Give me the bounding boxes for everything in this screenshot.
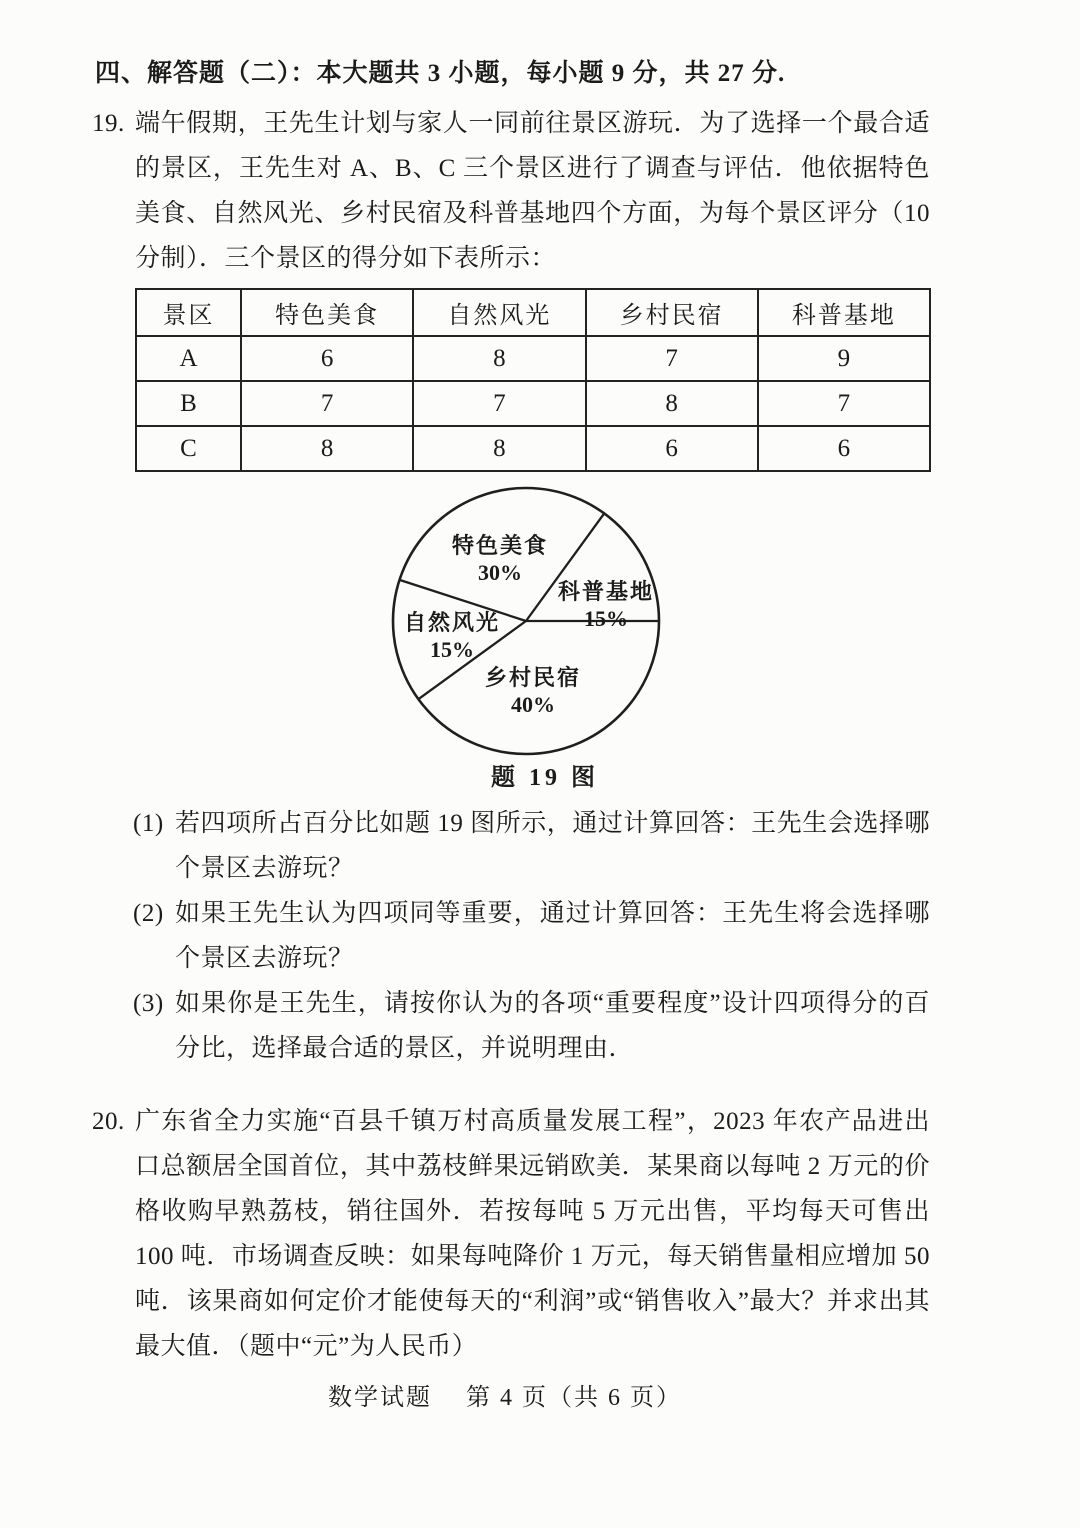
footer-exam-title: 数学试题 [328,1385,432,1411]
problem-19-subquestions [0,801,1080,1071]
table-cell: 6 [241,336,413,381]
table-cell: 8 [241,426,413,471]
problem-19-statement: 端午假期，王先生计划与家人一同前往景区游玩．为了选择一个最合适的景区，王先生对 A、B、C 三个景区进行了调查与评估．他依据特色美食、自然风光、乡村民宿及科普基地四个方面，为每个景区评分（10 分制）．三个景区的得分如下表所示： [135,110,930,272]
subquestion-1-number: (1) [133,810,164,837]
page-footer [0,1383,1045,1413]
table-row-B [136,381,930,426]
subquestion-3-number: (3) [133,990,164,1017]
row-label: C [136,426,241,471]
table-cell: 7 [241,381,413,426]
score-table-header-row [136,289,930,336]
table-cell: 7 [413,381,585,426]
pie-chart-figure [376,482,676,793]
subquestion-1-text: 若四项所占百分比如题 19 图所示，通过计算回答：王先生会选择哪个景区去游玩？ [175,810,930,882]
subquestion-3 [133,981,930,1071]
table-cell: 6 [586,426,758,471]
subquestion-2 [133,891,930,981]
row-label: A [136,336,241,381]
header-cell-homestay: 乡村民宿 [586,289,758,336]
table-cell: 7 [586,336,758,381]
problem-20-statement: 广东省全力实施“百县千镇万村高质量发展工程”，2023 年农产品进出口总额居全国首位，其中荔枝鲜果远销欧美．某果商以每吨 2 万元的价格收购早熟荔枝，销往国外．若按每吨 5 万元出售，平均每天可售出 100 吨．市场调查反映：如果每吨降价 1 万元，每天销售量相应增加 50 吨．该果商如何定价才能使每天的“利润”或“销售收入”最大？并求出其最大值．（题中“元”为人民币） [135,1108,930,1360]
figure-caption: 题 19 图 [491,765,599,791]
pie-slice-label-special-food: 特色美食 30% [451,533,549,585]
pie-slice-label-rural-homestay: 乡村民宿 40% [484,665,582,717]
header-cell-food: 特色美食 [241,289,413,336]
row-label: B [136,381,241,426]
score-table [135,288,931,472]
table-cell: 6 [758,426,930,471]
table-cell: 8 [586,381,758,426]
table-cell: 9 [758,336,930,381]
table-row-A [136,336,930,381]
table-cell: 8 [413,426,585,471]
problem-20-number: 20. [92,1108,125,1135]
pie-slice-label-natural-scenery: 自然风光 15% [403,610,501,662]
pie-slice-label-science-base: 科普基地 15% [557,579,655,631]
table-cell: 7 [758,381,930,426]
section-header: 四、解答题（二）：本大题共 3 小题，每小题 9 分，共 27 分. [95,60,786,87]
header-cell-science: 科普基地 [758,289,930,336]
problem-19 [92,101,930,281]
problem-19-number: 19. [92,110,125,137]
subquestion-2-number: (2) [133,900,164,927]
subquestion-1 [133,801,930,891]
subquestion-3-text: 如果你是王先生，请按你认为的各项“重要程度”设计四项得分的百分比，选择最合适的景区，并说明理由． [175,990,930,1062]
table-cell: 8 [413,336,585,381]
header-cell-scenery: 自然风光 [413,289,585,336]
table-row-C [136,426,930,471]
header-cell-scenic-area: 景区 [136,289,241,336]
subquestion-2-text: 如果王先生认为四项同等重要，通过计算回答：王先生将会选择哪个景区去游玩？ [175,900,930,972]
problem-20 [92,1099,930,1369]
footer-page-number: 第 4 页（共 6 页） [466,1385,682,1411]
